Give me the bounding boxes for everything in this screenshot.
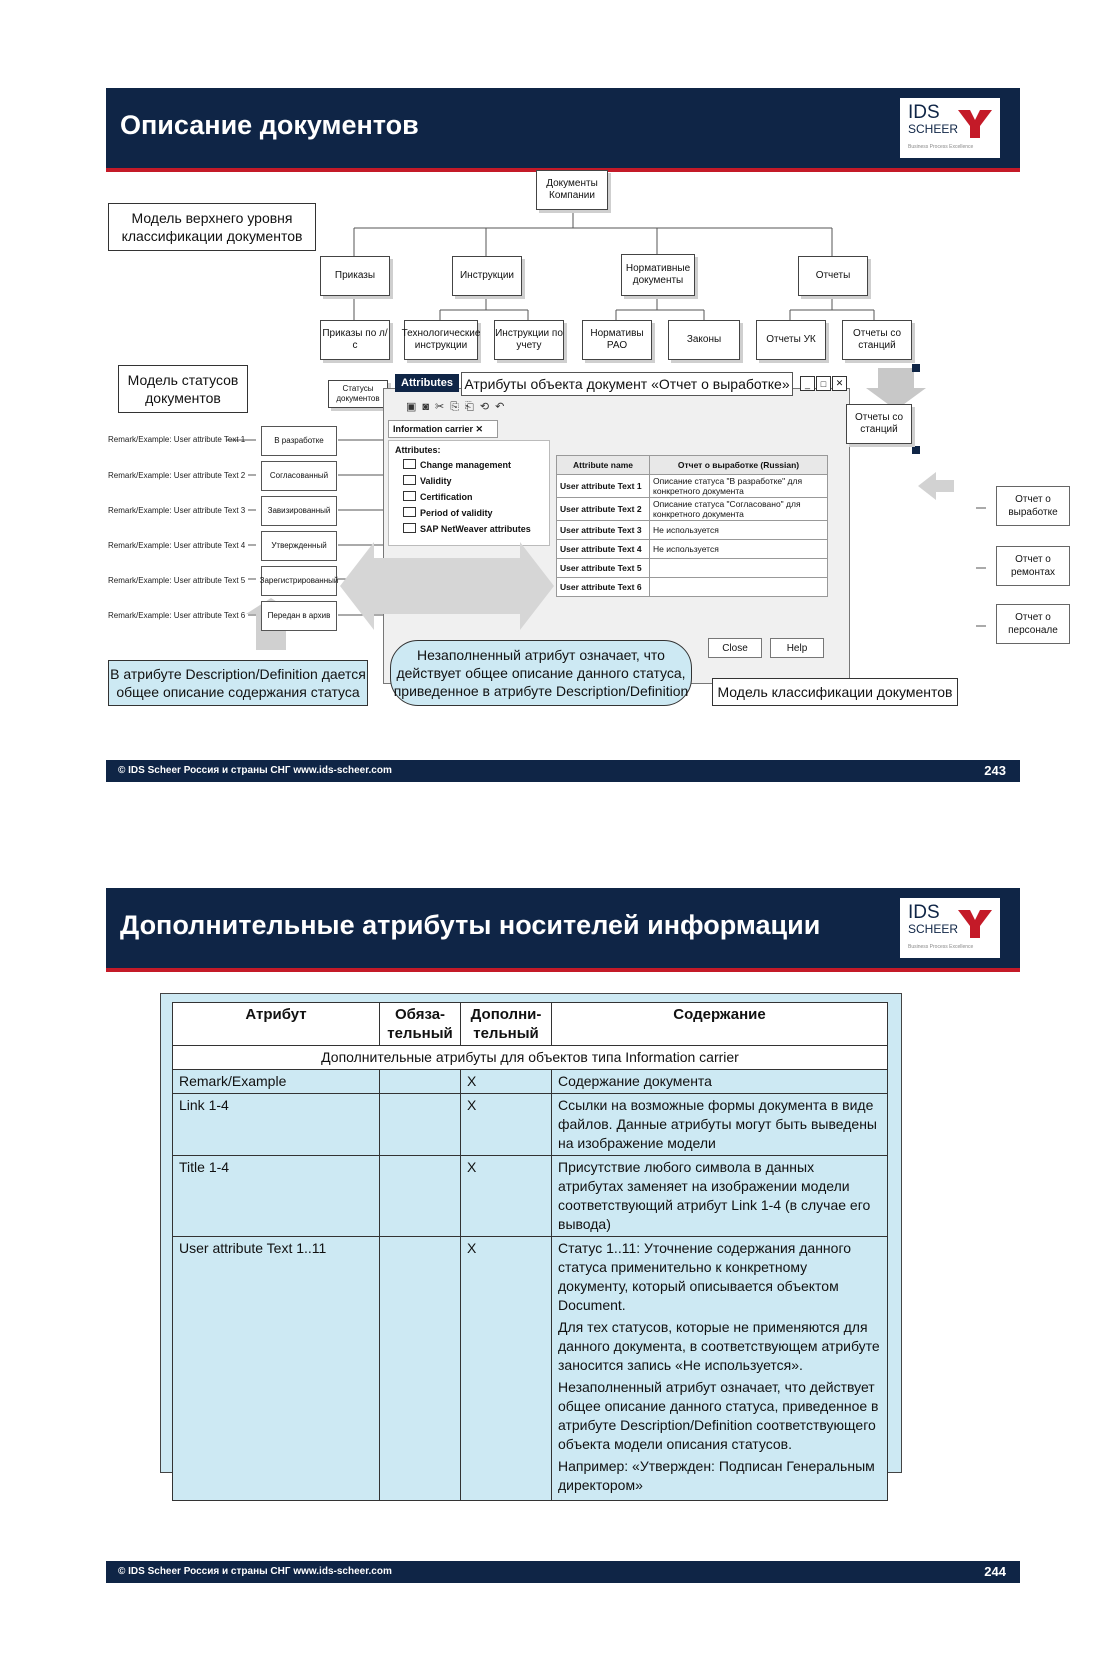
ids-scheer-logo: IDS SCHEER Business Process Excellence (900, 98, 1000, 158)
grid-row[interactable]: User attribute Text 4 Не используется (557, 540, 828, 559)
grid-row[interactable]: User attribute Text 6 (557, 578, 828, 597)
table-row: Title 1-4 X Присутствие любого символа в данных атрибутах заменяет на изображении модели соответствующий атрибут Link 1-4 (в случае его вывода) (173, 1156, 888, 1237)
level2-uk-reports[interactable]: Отчеты УК (756, 320, 826, 360)
status-in-development[interactable]: В разработке (261, 426, 337, 456)
footer-copyright: © IDS Scheer Россия и страны СНГ www.ids-scheer.com (118, 765, 392, 776)
status-model-label: Модель статусов документов (118, 365, 248, 413)
header-optional: Дополни-тельный (461, 1003, 552, 1046)
close-button[interactable]: Close (708, 638, 762, 658)
slide-header (106, 888, 1020, 968)
remark-line-2: Remark/Example: User attribute Text 2 (108, 471, 246, 480)
header-required: Обяза-тельный (380, 1003, 461, 1046)
page-number: 244 (984, 1564, 1006, 1579)
table-row: User attribute Text 1..11 X Статус 1..11: Уточнение содержания данного статуса применительно к конкретному документу, который описывается объектом Document. Для тех статусов, которые не применяются для данного документа, в соответствующем атрибуте заносится запись «Не используется». Незаполненный атрибут означает, что действует общее описание данного статуса, приведенное в атрибуте Description/Definition соответствующего объекта модели описания статусов. Например: «Утвержден: Подписан Генеральным директором» (173, 1237, 888, 1501)
doc-repairs-report[interactable]: Отчет о ремонтах (996, 546, 1070, 586)
doc-classification-model-label: Модель классификации документов (712, 678, 958, 706)
attribute-grid (556, 455, 828, 597)
ids-scheer-logo: IDS SCHEER Business Process Excellence (900, 898, 1000, 958)
level2-rao-norms[interactable]: Нормативы РАО (582, 320, 652, 360)
tree-item-period-of-validity[interactable]: Period of validity (403, 507, 493, 518)
remark-line-6: Remark/Example: User attribute Text 6 (108, 611, 246, 620)
status-archived[interactable]: Передан в архив (261, 601, 337, 631)
attributes-tab[interactable]: Attributes (395, 374, 459, 392)
attributes-table (172, 1002, 888, 1501)
grid-header-value[interactable]: Отчет о выработке (Russian) (650, 456, 828, 475)
tree-item-certification[interactable]: Certification (403, 491, 473, 502)
root-documents-box[interactable]: Документы Компании (536, 170, 608, 210)
status-agreed[interactable]: Согласованный (261, 461, 337, 491)
grid-row[interactable]: User attribute Text 5 (557, 559, 828, 578)
information-carrier-tab[interactable]: Information carrier ✕ (388, 420, 498, 438)
double-arrow-icon (340, 542, 554, 630)
grid-row[interactable]: User attribute Text 1 Описание статуса "В разработке" для конкретного документа (557, 475, 828, 498)
level1-orders[interactable]: Приказы (320, 256, 390, 296)
table-row: Remark/Example X Содержание документа (173, 1070, 888, 1094)
content-cell: Статус 1..11: Уточнение содержания данного статуса применительно к конкретному документу, который описывается объектом Document. Для тех статусов, которые не применяются для данного документа, в соответствующем атрибуте заносится запись «Не используется». Незаполненный атрибут означает, что действует общее описание данного статуса, приведенное в атрибуте Description/Definition соответствующего объекта модели описания статусов. Например: «Утвержден: Подписан Генеральным директором» (552, 1237, 888, 1501)
slide-document-description (106, 88, 1058, 782)
header-content: Содержание (552, 1003, 888, 1046)
level1-regulatory-docs[interactable]: Нормативные документы (621, 254, 695, 296)
table-header-row (173, 1003, 888, 1046)
minimize-icon[interactable]: _ (800, 376, 815, 391)
grid-header-row (557, 456, 828, 475)
top-level-model-label: Модель верхнего уровня классификации документов (108, 203, 316, 251)
status-approved[interactable]: Утвержденный (261, 531, 337, 561)
header-accent-line (106, 968, 1020, 972)
grid-row[interactable]: User attribute Text 3 Не используется (557, 521, 828, 540)
slide-footer (106, 760, 1020, 782)
level2-station-reports[interactable]: Отчеты со станций (842, 320, 912, 360)
footer-copyright: © IDS Scheer Россия и страны СНГ www.ids-scheer.com (118, 1566, 392, 1577)
table-row: Link 1-4 X Ссылки на возможные формы документа в виде файлов. Данные атрибуты могут быть выведены на изображение модели (173, 1094, 888, 1156)
slide-title: Дополнительные атрибуты носителей информации (120, 910, 821, 940)
dialog-toolbar-icons[interactable]: ▣◙✂⎘⎗⟲↶ (406, 401, 511, 413)
station-reports-box[interactable]: Отчеты со станций (846, 404, 912, 444)
status-documents-box[interactable]: Статусы документов (328, 380, 388, 408)
slide-footer (106, 1561, 1020, 1583)
grid-header-attribute-name[interactable]: Attribute name (557, 456, 650, 475)
page-number: 243 (984, 763, 1006, 778)
logo-mark-icon (958, 910, 992, 938)
slide-title: Описание документов (120, 110, 419, 140)
remark-line-4: Remark/Example: User attribute Text 4 (108, 541, 246, 550)
slide-additional-attributes (106, 888, 1020, 1583)
level2-accounting-instructions[interactable]: Инструкции по учету (494, 320, 564, 360)
level2-tech-instructions[interactable]: Технологические инструкции (404, 320, 478, 360)
attributes-dialog-title: Атрибуты объекта документ «Отчет о выработке» (461, 372, 793, 396)
level2-personnel-orders[interactable]: Приказы по л/с (320, 320, 390, 360)
level2-laws[interactable]: Законы (668, 320, 740, 360)
status-endorsed[interactable]: Завизированный (261, 496, 337, 526)
description-note: В атрибуте Description/Definition дается общее описание содержания статуса (108, 660, 368, 706)
close-icon[interactable]: ✕ (832, 376, 847, 391)
remark-line-1: Remark/Example: User attribute Text 1 (108, 435, 246, 444)
maximize-icon[interactable]: □ (816, 376, 831, 391)
attribute-tree (388, 440, 550, 546)
header-attribute: Атрибут (173, 1003, 380, 1046)
remark-line-3: Remark/Example: User attribute Text 3 (108, 506, 246, 515)
empty-attribute-callout: Незаполненный атрибут означает, что действует общее описание данного статуса, приведенное в атрибуте Description/Definition (390, 640, 692, 706)
doc-personnel-report[interactable]: Отчет о персонале (996, 604, 1070, 644)
grid-row[interactable]: User attribute Text 2 Описание статуса "Согласовано" для конкретного документа (557, 498, 828, 521)
tree-item-validity[interactable]: Validity (403, 475, 452, 486)
level1-reports[interactable]: Отчеты (798, 256, 868, 296)
attributes-tree-label: Attributes: (395, 445, 441, 455)
help-button[interactable]: Help (770, 638, 824, 658)
status-registered[interactable]: Зарегистрированный (261, 566, 337, 596)
table-span-row: Дополнительные атрибуты для объектов типа Information carrier (173, 1046, 888, 1070)
tree-item-sap-netweaver[interactable]: SAP NetWeaver attributes (403, 523, 531, 534)
remark-line-5: Remark/Example: User attribute Text 5 (108, 576, 246, 585)
level1-instructions[interactable]: Инструкции (452, 256, 522, 296)
tree-item-change-management[interactable]: Change management (403, 459, 511, 470)
doc-output-report[interactable]: Отчет о выработке (996, 486, 1070, 526)
